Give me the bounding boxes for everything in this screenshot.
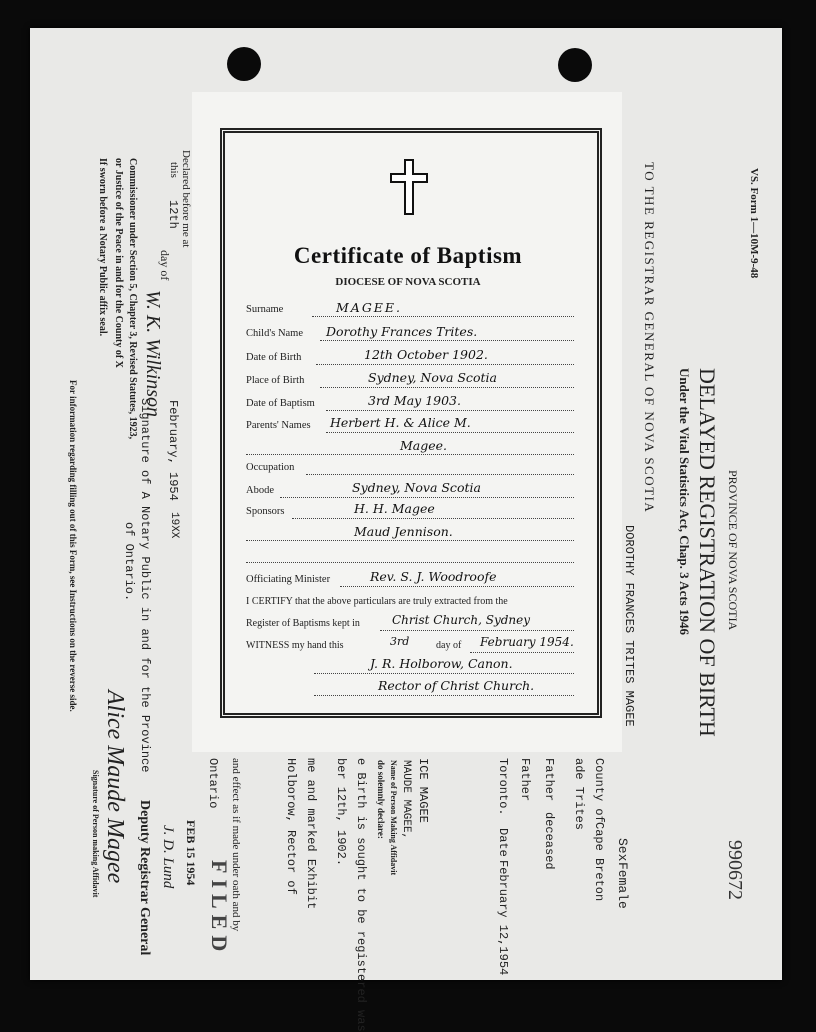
notary-title: Signature of A Notary Public in and for the Province bbox=[138, 398, 152, 773]
notary-signature: W. K. Wilkinson bbox=[142, 290, 164, 418]
parents-line bbox=[326, 432, 574, 433]
place-fragment: Toronto. bbox=[496, 758, 510, 816]
witness-line bbox=[470, 652, 574, 653]
surname-value: MAGEE. bbox=[336, 300, 403, 315]
date-of-birth-label: Date of Birth bbox=[246, 352, 302, 363]
father-label: Father bbox=[542, 758, 556, 802]
father-label-2: Father bbox=[518, 758, 532, 802]
sponsors-line-2 bbox=[246, 540, 574, 541]
register-place: Christ Church, Sydney bbox=[392, 613, 531, 627]
date-of-baptism-line bbox=[326, 410, 574, 411]
sponsors-line-3 bbox=[246, 562, 574, 563]
affiant-signature: Alice Maude Magee bbox=[102, 690, 128, 884]
witness-text: WITNESS my hand this bbox=[246, 640, 344, 651]
info-text: For information regarding filling out of this Form, see Instructions on the reverse side. bbox=[68, 380, 78, 712]
abode-value: Sydney, Nova Scotia bbox=[352, 480, 481, 495]
father-status: deceased bbox=[542, 812, 556, 870]
typed-date: February 12,1954 bbox=[496, 860, 510, 976]
parents-line-2 bbox=[246, 454, 574, 455]
rector-title: Rector of Christ Church. bbox=[378, 678, 535, 693]
province-heading: PROVINCE OF NOVA SCOTIA bbox=[726, 470, 740, 631]
child-name-line bbox=[320, 340, 574, 341]
child-name-value: Dorothy Frances Trites. bbox=[326, 324, 478, 339]
signature-line bbox=[314, 673, 574, 674]
date-label: Date bbox=[496, 828, 510, 857]
form-subtitle: Under the Vital Statistics Act, Chap. 3 Acts 1946 bbox=[677, 368, 692, 635]
sponsors-line bbox=[292, 518, 574, 519]
parents-value-line2: Magee. bbox=[400, 438, 448, 453]
surname-line bbox=[312, 316, 574, 317]
typed-full-name: DOROTHY FRANCES TRITES MAGEE bbox=[622, 525, 636, 727]
date-of-birth-value: 12th October 1902. bbox=[364, 347, 488, 362]
birth-sought-text: e Birth is sought to be registered was bbox=[354, 758, 368, 1032]
mother-fragment: ICE MAGEE bbox=[416, 758, 430, 823]
register-line bbox=[380, 630, 574, 631]
affiant-signature-label: Signature of Person making Affidavit bbox=[91, 770, 100, 898]
cross-icon bbox=[386, 158, 432, 218]
diocese-heading: DIOCESE OF NOVA SCOTIA bbox=[335, 276, 481, 288]
county-value: Cape Breton bbox=[592, 822, 606, 902]
month-year: February, 1954 bbox=[166, 400, 180, 501]
child-name-label: Child's Name bbox=[246, 328, 304, 339]
of-ontario: of Ontario. bbox=[122, 522, 136, 602]
punch-hole-right bbox=[558, 48, 592, 82]
abode-line bbox=[280, 497, 574, 498]
declared-before: Declared before me at bbox=[180, 150, 192, 248]
holborow-text: Holborow, Rector of bbox=[284, 758, 298, 895]
sex-label: Sex bbox=[615, 838, 630, 862]
sworn-text: If sworn before a Notary Public affix seal. bbox=[97, 158, 108, 337]
this-day: 12th bbox=[166, 200, 180, 229]
certificate-title: Certificate of Baptism bbox=[293, 243, 523, 268]
to-registrar-heading: TO THE REGISTRAR GENERAL OF NOVA SCOTIA bbox=[642, 162, 657, 514]
exhibit-text: me and marked Exhibit bbox=[304, 758, 318, 910]
occupation-line bbox=[306, 474, 574, 475]
punch-hole-left bbox=[227, 47, 261, 81]
date-of-baptism-value: 3rd May 1903. bbox=[368, 393, 461, 408]
ontario-fragment: Ontario bbox=[206, 758, 220, 809]
place-of-birth-line bbox=[320, 387, 574, 388]
minister-value: Rev. S. J. Woodroofe bbox=[370, 569, 497, 584]
certify-text: I CERTIFY that the above particulars are truly extracted from the bbox=[246, 596, 508, 607]
signature-title-line bbox=[314, 695, 574, 696]
sex-value: Female bbox=[615, 862, 630, 909]
filed-date: FEB 15 1954 bbox=[184, 820, 198, 886]
occupation-label: Occupation bbox=[246, 462, 295, 473]
sponsor-2: Maud Jennison. bbox=[354, 524, 453, 539]
abode-label: Abode bbox=[246, 485, 274, 496]
date-of-birth-line bbox=[316, 364, 574, 365]
county-label: County of bbox=[592, 758, 606, 823]
form-number: VS. Form 1—10M-9-48 bbox=[748, 168, 760, 279]
affiant-name-label: Name of Person Making Affidavit bbox=[389, 760, 398, 876]
day-of-text: day of bbox=[436, 640, 462, 651]
declare-text: do solemnly declare: bbox=[376, 760, 386, 839]
witness-day: 3rd bbox=[390, 635, 410, 648]
serial-number: 990672 bbox=[724, 840, 746, 900]
deputy-signature: J. D. Lund bbox=[160, 825, 176, 889]
maude-fragment: MAUDE MAGEE, bbox=[400, 760, 412, 840]
parents-label: Parents' Names bbox=[246, 420, 311, 431]
deputy-registrar-label: Deputy Registrar General bbox=[137, 800, 152, 956]
filed-stamp: FILED bbox=[207, 860, 232, 958]
day-label: day of bbox=[158, 250, 172, 281]
date-of-baptism-label: Date of Baptism bbox=[246, 398, 315, 409]
birth-date-fragment: ber 12th, 1902. bbox=[334, 758, 348, 867]
form-title: DELAYED REGISTRATION OF BIRTH bbox=[695, 368, 720, 737]
register-text: Register of Baptisms kept in bbox=[246, 618, 360, 629]
place-of-birth-label: Place of Birth bbox=[246, 375, 305, 386]
year-struck: 19XX bbox=[168, 512, 180, 539]
justice-text: or Justice of the Peace in and for the County of X bbox=[113, 158, 124, 368]
surname-label: Surname bbox=[246, 304, 284, 315]
sponsors-label: Sponsors bbox=[246, 506, 285, 517]
this-label: this bbox=[168, 162, 180, 178]
witness-date: February 1954. bbox=[480, 635, 574, 649]
commissioner-text: Commissioner under Section 5, Chapter 3, Revised Statutes, 1923, bbox=[127, 158, 138, 440]
oath-text: and effect as if made under oath and by bbox=[230, 758, 242, 932]
minister-line bbox=[340, 586, 574, 587]
name-fragment: ade Trites bbox=[572, 758, 586, 831]
parents-value-line1: Herbert H. & Alice M. bbox=[330, 415, 471, 430]
minister-label: Officiating Minister bbox=[246, 574, 331, 585]
sponsor-1: H. H. Magee bbox=[354, 501, 435, 516]
place-of-birth-value: Sydney, Nova Scotia bbox=[368, 370, 497, 385]
rector-signature: J. R. Holborow, Canon. bbox=[370, 656, 513, 671]
